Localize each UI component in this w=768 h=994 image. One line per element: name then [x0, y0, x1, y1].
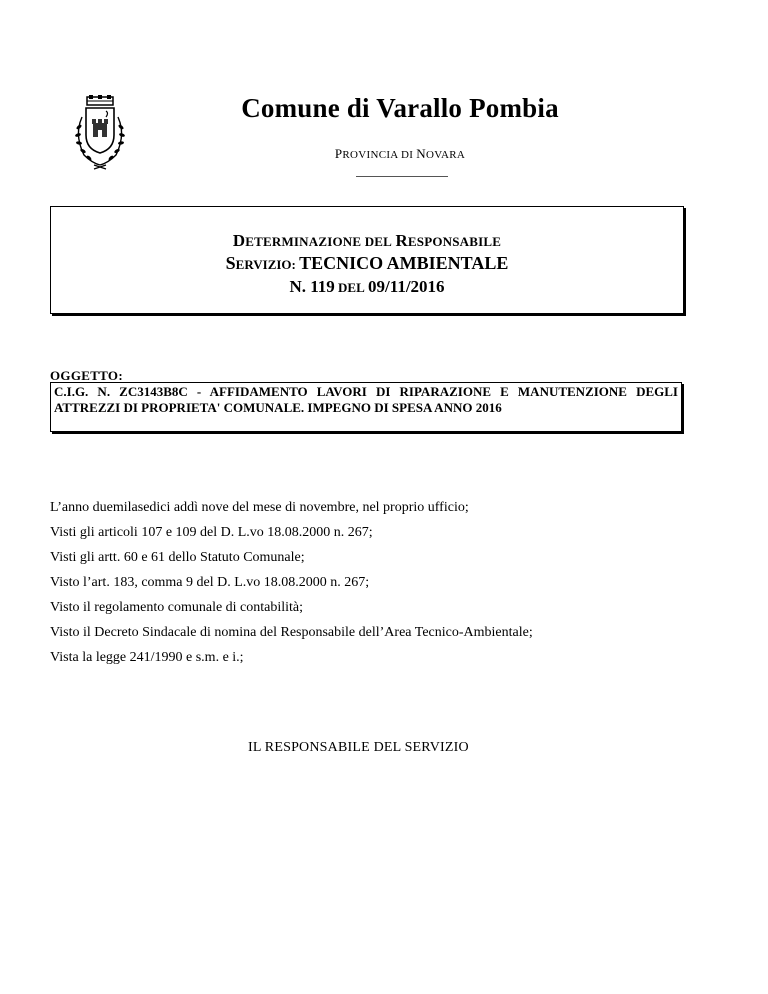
determination-del: DEL [338, 280, 365, 295]
province-word: ROVINCIA DI [342, 149, 414, 161]
province-initial-p: P [334, 146, 343, 161]
heading-initial-r: R [395, 231, 408, 250]
province-subtitle [0, 146, 768, 162]
body-line: L’anno duemilasedici addì nove del mese di novembre, nel proprio ufficio; [50, 500, 469, 515]
body-line: Visto l’art. 183, comma 9 del D. L.vo 18.08.2000 n. 267; [50, 575, 370, 590]
body-line: Visti gli articoli 107 e 109 del D. L.vo 18.08.2000 n. 267; [50, 525, 373, 540]
signature-heading: IL RESPONSABILE DEL SERVIZIO [248, 740, 469, 755]
body-line: Visti gli artt. 60 e 61 dello Statuto Comunale; [50, 550, 305, 565]
document-body [50, 495, 710, 670]
service-initial-s: S [225, 253, 236, 273]
province-initial-n: N [416, 146, 426, 161]
body-line: Vista la legge 241/1990 e s.m. e i.; [50, 650, 244, 665]
determination-heading [51, 231, 683, 252]
subject-label: OGGETTO: [50, 368, 123, 383]
heading-initial-d: D [232, 231, 246, 250]
subject-box: C.I.G. N. ZC3143B8C - AFFIDAMENTO LAVORI DI RIPARAZIONE E MANUTENZIONE DEGLI ATTREZZI DI PROPRIETA' COMUNALE. IMPEGNO DI SPESA ANNO 2016 [50, 382, 682, 432]
determination-service [51, 252, 683, 276]
province-name: OVARA [425, 149, 466, 161]
service-word: ERVIZIO: [235, 257, 296, 272]
municipality-title: Comune di Varallo Pombia [241, 93, 559, 123]
heading-word-determinazione: ETERMINAZIONE DEL [245, 234, 393, 249]
determination-date: 09/11/2016 [368, 277, 445, 296]
determination-box [50, 206, 684, 314]
header-divider [356, 176, 448, 177]
determination-number-value: N. 119 [289, 277, 335, 296]
body-line: Visto il Decreto Sindacale di nomina del Responsabile dell’Area Tecnico-Ambientale; [50, 625, 533, 640]
determination-number [51, 276, 683, 299]
heading-word-responsabile: ESPONSABILE [407, 234, 502, 249]
body-line: Visto il regolamento comunale di contabilità; [50, 600, 304, 615]
service-name: TECNICO AMBIENTALE [299, 253, 509, 273]
